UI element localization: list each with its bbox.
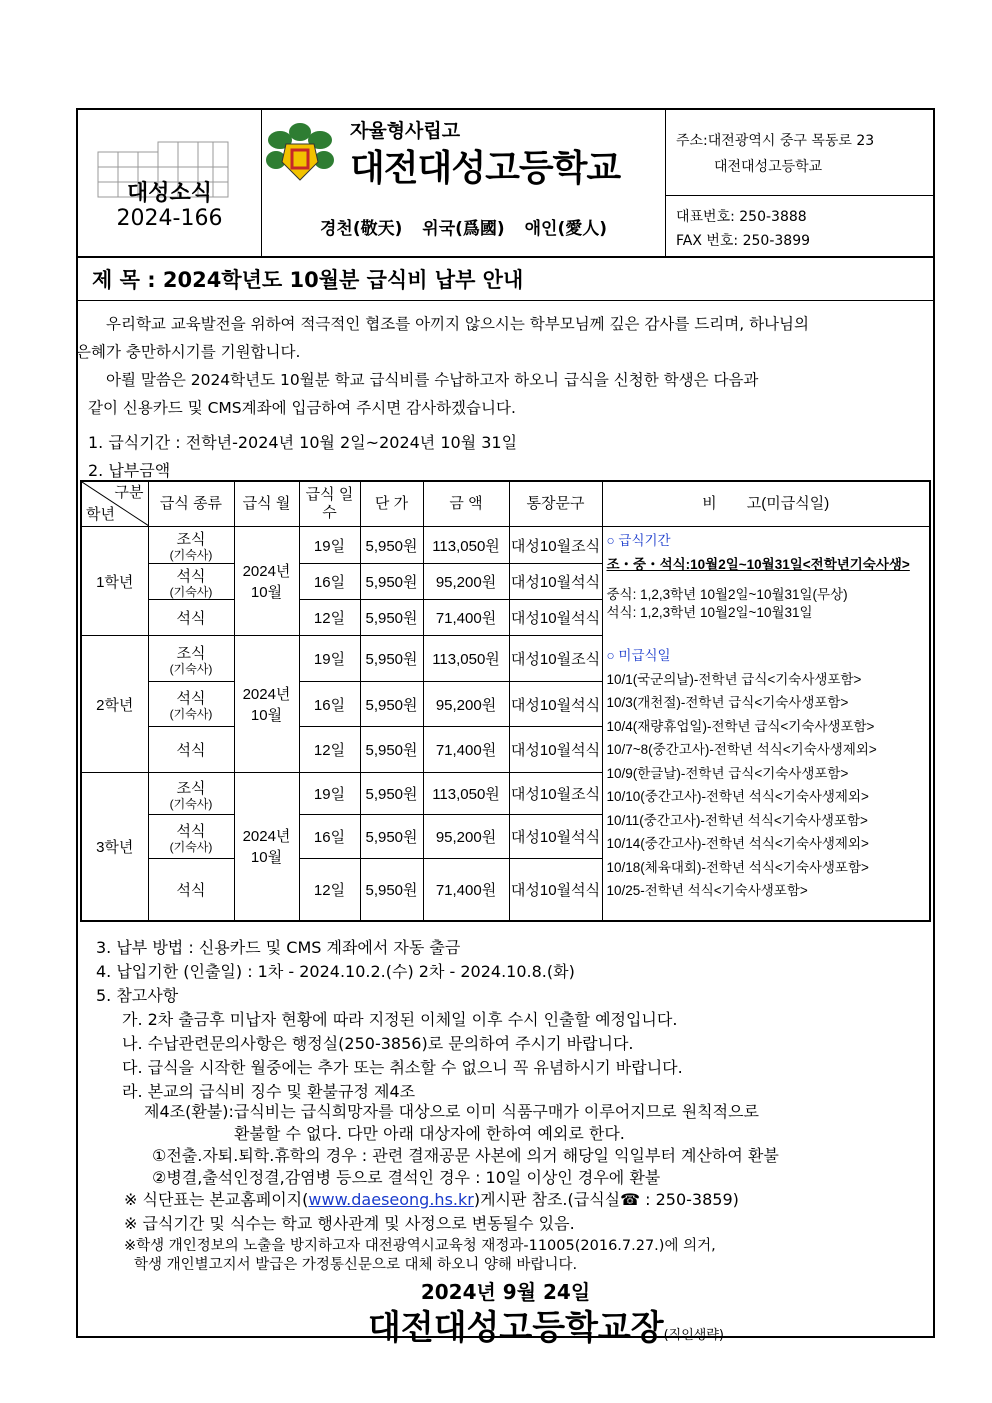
payment-method: 3. 납부 방법 : 신용카드 및 CMS 계좌에서 자동 출금 [96, 938, 461, 957]
price-cell: 5,950원 [360, 682, 423, 727]
document-frame [76, 108, 935, 1348]
price-cell: 5,950원 [360, 564, 423, 600]
fax-number: FAX 번호: 250-3899 [676, 233, 811, 249]
nomeal-item: 10/10(중간고사)-전학년 석식<기숙사생제외> [606, 789, 869, 804]
nomeal-item: 10/1(국군의날)-전학년 급식<기숙사생포함> [606, 671, 862, 687]
nomeal-item: 10/7~8(중간고사)-전학년 석식<기숙사생제외> [606, 742, 877, 757]
days-cell: 12일 [299, 727, 360, 773]
price-cell: 5,950원 [360, 636, 423, 682]
days-cell: 16일 [299, 682, 360, 727]
meal-type-cell: 석식 [148, 600, 234, 636]
table-row [81, 527, 930, 564]
refund-rule-1: 제4조(환불):급식비는 급식희망자를 대상으로 이미 식품구매가 이루어지므로 원칙적으로 [144, 1102, 759, 1121]
amount-cell: 113,050원 [423, 527, 509, 564]
reference-heading: 5. 참고사항 [96, 986, 179, 1005]
remarks-nomeal-heading: ○ 미급식일 [606, 648, 671, 663]
school-emblem-icon [266, 122, 334, 184]
amount-cell: 71,400원 [423, 727, 509, 773]
header-type: 급식 종류 [148, 481, 234, 527]
remarks-period-line: 조・중・석식:10월2일~10월31일<전학년기숙사생> [606, 556, 910, 572]
phone-number: 대표번호: 250-3888 [676, 209, 807, 225]
meal-type-sub: (기숙사) [169, 796, 213, 811]
remarks-period-heading: ○ 급식기간 [606, 533, 671, 548]
memo-cell: 대성10월석식 [509, 682, 602, 727]
document-title [78, 256, 933, 301]
contact-divider [666, 195, 933, 196]
amount-heading: 2. 납부금액 [88, 461, 171, 480]
refund-rule-4: ②병결,출석인정결,감염병 등으로 결석인 경우 : 10일 이상인 경우에 환불 [152, 1168, 661, 1187]
amount-cell: 71,400원 [423, 600, 509, 636]
price-cell: 5,950원 [360, 859, 423, 921]
school-name: 대전대성고등학교 [350, 148, 621, 189]
reference-ra: 라. 본교의 급식비 징수 및 환불규정 제4조 [122, 1082, 416, 1101]
menu-note [124, 1188, 739, 1212]
signature-name: 대전대성고등학교장 [368, 1308, 664, 1348]
grade-cell: 1학년 [81, 527, 148, 636]
meal-type-sub: (기숙사) [169, 839, 213, 854]
meal-type-sub: (기숙사) [169, 548, 213, 562]
reference-na: 나. 수납관련문의사항은 행정실(250-3856)로 문의하여 주시기 바랍니다. [122, 1034, 634, 1053]
principal-signature [368, 1300, 724, 1349]
header-price: 단 가 [360, 481, 423, 527]
meal-type-cell [148, 682, 234, 727]
meal-type-cell [148, 564, 234, 600]
days-cell: 12일 [299, 600, 360, 636]
meal-type: 조식 [176, 644, 206, 662]
newsletter-cell [78, 110, 262, 256]
meal-type: 석식 [176, 567, 206, 585]
memo-cell: 대성10월석식 [509, 815, 602, 859]
address-line-1: 주소:대전광역시 중구 목동로 23 [676, 133, 875, 149]
nomeal-item: 10/9(한글날)-전학년 급식<기숙사생포함> [606, 765, 849, 781]
reference-da: 다. 급식을 시작한 월중에는 추가 또는 취소할 수 없으니 꼭 유념하시기 바랍니다. [122, 1058, 683, 1077]
intro-p1-line2: 은혜가 충만하시기를 기원합니다. [76, 343, 301, 361]
days-cell: 19일 [299, 773, 360, 815]
header-remarks: 비 고(미급식일) [602, 481, 930, 527]
meal-period: 1. 급식기간 : 전학년-2024년 10월 2일~2024년 10월 31일 [88, 433, 518, 452]
days-cell: 12일 [299, 859, 360, 921]
menu-note-suffix: )게시판 참조.(급식실☎ : 250-3859) [473, 1190, 739, 1209]
memo-cell: 대성10월석식 [509, 859, 602, 921]
price-cell: 5,950원 [360, 773, 423, 815]
header-memo: 통장문구 [509, 481, 602, 527]
reference-ga: 가. 2차 출금후 미납자 현황에 따라 지정된 이체일 이후 수시 인출할 예정입니다. [122, 1010, 678, 1029]
intro-p1-line1: 우리학교 교육발전을 위하여 적극적인 협조를 아끼지 않으시는 학부모님께 깊은 감사를 드리며, 하나님의 [106, 315, 809, 333]
amount-cell: 95,200원 [423, 682, 509, 727]
menu-note-prefix: ※ 식단표는 본교홈페이지( [124, 1190, 309, 1209]
meal-type: 석식 [176, 822, 206, 840]
meal-type: 조식 [176, 531, 206, 548]
motto-1: 경천(敬天) [319, 219, 403, 239]
fee-table [80, 480, 931, 922]
days-cell: 16일 [299, 815, 360, 859]
header-amount: 금 액 [423, 481, 509, 527]
newsletter-title: 대성소식 [126, 181, 212, 206]
address-line-2: 대전대성고등학교 [714, 159, 823, 175]
nomeal-item: 10/14(중간고사)-전학년 석식<기숙사생제외> [606, 836, 869, 851]
memo-cell: 대성10월석식 [509, 600, 602, 636]
contact-cell [666, 110, 933, 256]
intro-p2-line2: 같이 신용카드 및 CMS계좌에 입금하여 주시면 감사하겠습니다. [88, 399, 516, 417]
meal-type-sub: (기숙사) [169, 707, 213, 721]
price-cell: 5,950원 [360, 727, 423, 773]
refund-rule-2: 환불할 수 없다. 다만 아래 대상자에 한하여 예외로 한다. [234, 1124, 625, 1143]
meal-type-cell: 석식 [148, 859, 234, 921]
header-days: 급식 일수 [299, 481, 360, 527]
header [78, 110, 933, 258]
school-motto [262, 214, 665, 239]
amount-cell: 95,200원 [423, 564, 509, 600]
corner-bottom-label: 학년 [86, 506, 115, 523]
nomeal-item: 10/3(개천절)-전학년 급식<기숙사생포함> [606, 695, 849, 710]
meal-type-cell: 석식 [148, 727, 234, 773]
remarks-dinner: 석식: 1,2,3학년 10월2일~10월31일 [606, 605, 813, 620]
grade-cell: 2학년 [81, 636, 148, 773]
table-header-row [81, 481, 930, 527]
title-text: 제 목 : 2024학년도 10월분 급식비 납부 안내 [92, 268, 524, 292]
amount-cell: 71,400원 [423, 859, 509, 921]
month-cell: 2024년 10월 [234, 773, 299, 921]
school-cell [262, 110, 666, 256]
corner-header [81, 481, 148, 527]
intro-p2-line1: 아뢸 말씀은 2024학년도 10월분 학교 급식비를 수납하고자 하오니 급식을 신청한 학생은 다음과 [106, 371, 759, 389]
school-type: 자율형사립고 [350, 120, 461, 142]
issue-date: 2024년 9월 24일 [420, 1280, 591, 1304]
amount-cell: 113,050원 [423, 636, 509, 682]
meal-type-cell [148, 773, 234, 815]
nomeal-item: 10/4(재량휴업일)-전학년 급식<기숙사생포함> [606, 718, 875, 734]
homepage-link[interactable]: www.daeseong.hs.kr [308, 1190, 474, 1209]
remarks-cell [602, 527, 930, 921]
meal-type-cell [148, 527, 234, 564]
meal-type-sub: (기숙사) [169, 584, 213, 599]
nomeal-item: 10/18(체육대회)-전학년 석식<기숙사생포함> [606, 859, 869, 875]
meal-type-sub: (기숙사) [169, 661, 213, 676]
meal-type: 석식 [176, 690, 206, 707]
header-month: 급식 월 [234, 481, 299, 527]
privacy-note-2: 학생 개인별고지서 발급은 가정통신문으로 대체 하오니 양해 바랍니다. [134, 1257, 578, 1273]
month-cell: 2024년 10월 [234, 636, 299, 773]
amount-cell: 113,050원 [423, 773, 509, 815]
payment-deadline: 4. 납입기한 (인출일) : 1차 - 2024.10.2.(수) 2차 - 2024.10.8.(화) [96, 962, 575, 981]
memo-cell: 대성10월조식 [509, 527, 602, 564]
newsletter-number: 2024-166 [116, 206, 223, 231]
month-cell: 2024년 10월 [234, 527, 299, 636]
amount-cell: 95,200원 [423, 815, 509, 859]
price-cell: 5,950원 [360, 815, 423, 859]
grade-cell: 3학년 [81, 773, 148, 921]
meal-type-cell [148, 636, 234, 682]
memo-cell: 대성10월조식 [509, 773, 602, 815]
memo-cell: 대성10월조식 [509, 636, 602, 682]
meal-type: 조식 [176, 779, 206, 797]
refund-rule-3: ①전출.자퇴.퇴학.휴학의 경우 : 관련 결재공문 사본에 의거 해당일 익일부터 계산하여 환불 [152, 1146, 779, 1165]
memo-cell: 대성10월석식 [509, 564, 602, 600]
privacy-note-1: ※학생 개인정보의 노출을 방지하고자 대전광역시교육청 재정과-11005(2016.7.27.)에 의거, [124, 1238, 716, 1254]
corner-top-label: 구분 [114, 484, 144, 501]
price-cell: 5,950원 [360, 600, 423, 636]
nomeal-item: 10/25-전학년 석식<기숙사생포함> [606, 883, 808, 898]
memo-cell: 대성10월석식 [509, 727, 602, 773]
seal-note: (직인생략) [663, 1328, 724, 1343]
motto-3: 애인(愛人) [524, 219, 607, 239]
price-cell: 5,950원 [360, 527, 423, 564]
nomeal-item: 10/11(중간고사)-전학년 석식<기숙사생포함> [606, 812, 868, 828]
days-cell: 19일 [299, 636, 360, 682]
remarks-lunch: 중식: 1,2,3학년 10월2일~10월31일(무상) [606, 587, 848, 602]
days-cell: 16일 [299, 564, 360, 600]
motto-2: 위국(爲國) [422, 219, 505, 239]
meal-type-cell [148, 815, 234, 859]
days-cell: 19일 [299, 527, 360, 564]
change-note: ※ 급식기간 및 식수는 학교 행사관계 및 사정으로 변동될수 있음. [124, 1214, 575, 1233]
